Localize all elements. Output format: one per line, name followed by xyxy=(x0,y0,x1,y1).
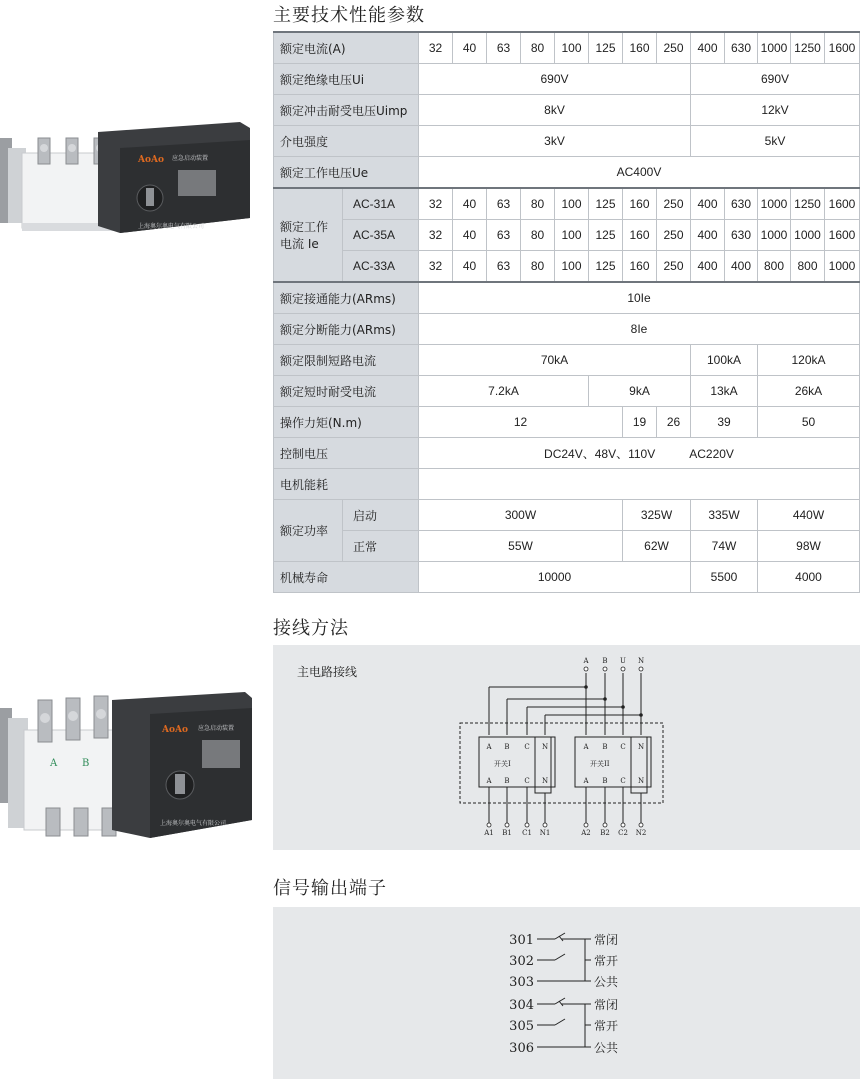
table-cell: 7.2kA xyxy=(419,376,589,407)
company-label: 上海奥尔奥电气有限公司 xyxy=(138,223,205,230)
product-photo-bottom xyxy=(0,690,255,850)
switch2-label: 开关II xyxy=(590,760,610,768)
top-terminal-b: B xyxy=(602,657,608,665)
table-cell: 125 xyxy=(589,220,623,251)
signal-label-com: 公共 xyxy=(594,975,619,989)
torque-row xyxy=(274,407,860,438)
uimp-row xyxy=(274,95,860,126)
life-label: 机械寿命 xyxy=(274,562,419,593)
table-cell: 250 xyxy=(657,32,691,64)
short-withstand-label: 额定短时耐受电流 xyxy=(274,376,419,407)
table-cell: 400 xyxy=(691,251,725,283)
table-cell: AC400V xyxy=(419,157,860,189)
table-cell: 400 xyxy=(691,32,725,64)
dc-voltage: DC24V、48V、110V xyxy=(544,446,656,461)
table-cell: 1000 xyxy=(758,220,791,251)
table-cell: 8kV xyxy=(419,95,691,126)
ui-label: 额定绝缘电压Ui xyxy=(274,64,419,95)
ie-label xyxy=(274,188,343,282)
table-cell: 63 xyxy=(487,220,521,251)
bottom-terminal: A2 xyxy=(581,829,591,837)
table-cell: 10Ie xyxy=(419,282,860,314)
ie-category: AC-35A xyxy=(343,220,419,251)
dielectric-row xyxy=(274,126,860,157)
control-voltage-label: 控制电压 xyxy=(274,438,419,469)
table-cell: 10000 xyxy=(419,562,691,593)
table-cell: 32 xyxy=(419,32,453,64)
brand-logo: AoAo xyxy=(138,155,164,165)
signal-title: 信号输出端子 xyxy=(273,878,387,899)
bottom-terminal: N1 xyxy=(539,829,551,837)
table-cell: 98W xyxy=(758,531,860,562)
pole-label: N xyxy=(637,777,645,785)
table-cell: 32 xyxy=(419,220,453,251)
uimp-label: 额定冲击耐受电压Uimp xyxy=(274,95,419,126)
torque-label: 操作力矩(N.m) xyxy=(274,407,419,438)
breaking-row xyxy=(274,314,860,345)
pole-label: C xyxy=(620,777,626,785)
spec-title: 主要技术性能参数 xyxy=(273,5,425,26)
table-cell: 5kV xyxy=(691,126,860,157)
dielectric-label: 介电强度 xyxy=(274,126,419,157)
pole-label: N xyxy=(541,777,549,785)
rated-current-row xyxy=(274,32,860,64)
motor-power-label: 电机能耗 xyxy=(274,469,419,500)
table-cell: 19 xyxy=(623,407,657,438)
table-cell: 400 xyxy=(691,220,725,251)
table-cell: 630 xyxy=(725,220,758,251)
table-cell: 1000 xyxy=(791,220,825,251)
table-cell: 26kA xyxy=(758,376,860,407)
ui-row xyxy=(274,64,860,95)
pole-label: B xyxy=(602,743,608,751)
table-cell: 335W xyxy=(691,500,758,531)
terminal-304: 304 xyxy=(509,998,534,1013)
table-cell: 250 xyxy=(657,251,691,283)
table-cell: 125 xyxy=(589,32,623,64)
table-cell: 400 xyxy=(725,251,758,283)
signal-label-nc: 常闭 xyxy=(594,933,619,947)
table-cell: 1000 xyxy=(758,188,791,220)
table-cell: 100 xyxy=(555,220,589,251)
wiring-panel xyxy=(273,645,860,850)
power-label: 额定功率 xyxy=(274,500,343,562)
top-terminal-a: A xyxy=(583,657,589,665)
wiring-diagram xyxy=(273,645,860,850)
table-cell: 160 xyxy=(623,251,657,283)
spec-table xyxy=(273,31,860,593)
panel-title-2: 应急启动装置 xyxy=(198,725,235,732)
table-cell: 120kA xyxy=(758,345,860,376)
pole-label: N xyxy=(541,743,549,751)
pole-label: A xyxy=(486,777,492,785)
terminal-303: 303 xyxy=(509,975,534,990)
rated-current-label: 额定电流(A) xyxy=(274,32,419,64)
table-cell: 250 xyxy=(657,220,691,251)
table-cell xyxy=(419,469,860,500)
terminal-306: 306 xyxy=(509,1041,534,1056)
table-cell: 63 xyxy=(487,32,521,64)
product-photo-top xyxy=(0,118,255,248)
table-cell: 32 xyxy=(419,188,453,220)
pole-label: B xyxy=(504,743,510,751)
table-cell: 40 xyxy=(453,220,487,251)
motor-power-row xyxy=(274,469,860,500)
terminal-305: 305 xyxy=(509,1019,534,1034)
power-row xyxy=(274,531,860,562)
breaking-label: 额定分断能力(ARms) xyxy=(274,314,419,345)
table-cell: 1000 xyxy=(825,251,860,283)
phase-label-b: B xyxy=(82,758,90,769)
table-cell: 39 xyxy=(691,407,758,438)
table-cell: 400 xyxy=(691,188,725,220)
table-cell: 1600 xyxy=(825,32,860,64)
table-cell: 62W xyxy=(623,531,691,562)
signal-panel xyxy=(273,907,860,1079)
table-cell: 12kV xyxy=(691,95,860,126)
panel-title: 应急启动装置 xyxy=(172,155,209,162)
table-cell: 40 xyxy=(453,188,487,220)
table-cell: 100kA xyxy=(691,345,758,376)
ie-label-line1: 额定工作 xyxy=(280,220,329,234)
table-cell xyxy=(419,438,860,469)
table-cell: 250 xyxy=(657,188,691,220)
table-cell: 800 xyxy=(758,251,791,283)
ie-row xyxy=(274,251,860,283)
table-cell: 1250 xyxy=(791,188,825,220)
table-cell: 74W xyxy=(691,531,758,562)
table-cell: 300W xyxy=(419,500,623,531)
pole-label: B xyxy=(602,777,608,785)
pole-label: A xyxy=(583,743,589,751)
table-cell: 1600 xyxy=(825,220,860,251)
bottom-terminal: A1 xyxy=(484,829,494,837)
table-cell: 70kA xyxy=(419,345,691,376)
table-cell: 690V xyxy=(691,64,860,95)
table-cell: 80 xyxy=(521,32,555,64)
table-cell: 80 xyxy=(521,188,555,220)
table-cell: 12 xyxy=(419,407,623,438)
table-cell: 5500 xyxy=(691,562,758,593)
ie-row xyxy=(274,188,860,220)
table-cell: 1000 xyxy=(758,32,791,64)
table-cell: 8Ie xyxy=(419,314,860,345)
life-row xyxy=(274,562,860,593)
making-label: 额定接通能力(ARms) xyxy=(274,282,419,314)
ac-voltage: AC220V xyxy=(689,446,734,461)
table-cell: 1600 xyxy=(825,188,860,220)
table-cell: 125 xyxy=(589,188,623,220)
pole-label: N xyxy=(637,743,645,751)
table-cell: 440W xyxy=(758,500,860,531)
making-row xyxy=(274,282,860,314)
terminal-302: 302 xyxy=(509,954,534,969)
table-cell: 325W xyxy=(623,500,691,531)
table-cell: 160 xyxy=(623,32,657,64)
main-circuit-label: 主电路接线 xyxy=(297,665,358,679)
table-cell: 4000 xyxy=(758,562,860,593)
ue-label: 额定工作电压Ue xyxy=(274,157,419,189)
bottom-terminal: N2 xyxy=(635,829,647,837)
table-cell: 100 xyxy=(555,32,589,64)
table-cell: 40 xyxy=(453,32,487,64)
table-cell: 690V xyxy=(419,64,691,95)
signal-label-no: 常开 xyxy=(594,954,619,968)
table-cell: 50 xyxy=(758,407,860,438)
table-cell: 800 xyxy=(791,251,825,283)
pole-label: C xyxy=(524,743,530,751)
bottom-terminal: B1 xyxy=(502,829,512,837)
signal-label-com: 公共 xyxy=(594,1041,619,1055)
table-cell: 80 xyxy=(521,251,555,283)
wiring-title: 接线方法 xyxy=(273,618,349,639)
table-cell: 3kV xyxy=(419,126,691,157)
switch1-label: 开关I xyxy=(494,760,511,768)
table-cell: 55W xyxy=(419,531,623,562)
table-cell: 1250 xyxy=(791,32,825,64)
pole-label: A xyxy=(583,777,589,785)
control-voltage-row xyxy=(274,438,860,469)
ie-label-line2: 电流 Ie xyxy=(280,237,319,251)
table-cell: 40 xyxy=(453,251,487,283)
pole-label: C xyxy=(620,743,626,751)
table-cell: 630 xyxy=(725,32,758,64)
ie-category: AC-31A xyxy=(343,188,419,220)
top-terminal-u: U xyxy=(620,657,626,665)
pole-label: C xyxy=(524,777,530,785)
top-terminal-n: N xyxy=(637,657,645,665)
table-cell: 80 xyxy=(521,220,555,251)
table-cell: 32 xyxy=(419,251,453,283)
power-start-label: 启动 xyxy=(343,500,419,531)
bottom-terminal: C1 xyxy=(522,829,532,837)
ie-row xyxy=(274,220,860,251)
bottom-terminal: C2 xyxy=(618,829,628,837)
bottom-terminal: B2 xyxy=(600,829,610,837)
company-label-2: 上海奥尔奥电气有限公司 xyxy=(160,820,227,827)
table-cell: 63 xyxy=(487,251,521,283)
table-cell: 100 xyxy=(555,251,589,283)
table-cell: 125 xyxy=(589,251,623,283)
table-cell: 26 xyxy=(657,407,691,438)
table-cell: 160 xyxy=(623,220,657,251)
ie-category: AC-33A xyxy=(343,251,419,283)
short-limit-row xyxy=(274,345,860,376)
table-cell: 13kA xyxy=(691,376,758,407)
table-cell: 160 xyxy=(623,188,657,220)
power-row xyxy=(274,500,860,531)
short-limit-label: 额定限制短路电流 xyxy=(274,345,419,376)
power-normal-label: 正常 xyxy=(343,531,419,562)
signal-label-no: 常开 xyxy=(594,1019,619,1033)
pole-label: B xyxy=(504,777,510,785)
short-withstand-row xyxy=(274,376,860,407)
terminal-301: 301 xyxy=(509,933,534,948)
table-cell: 100 xyxy=(555,188,589,220)
table-cell: 630 xyxy=(725,188,758,220)
signal-diagram xyxy=(273,907,860,1079)
ue-row xyxy=(274,157,860,189)
table-cell: 63 xyxy=(487,188,521,220)
brand-logo-2: AoAo xyxy=(162,725,188,735)
pole-label: A xyxy=(486,743,492,751)
table-cell: 9kA xyxy=(589,376,691,407)
signal-label-nc: 常闭 xyxy=(594,998,619,1012)
phase-label-a: A xyxy=(50,758,58,769)
